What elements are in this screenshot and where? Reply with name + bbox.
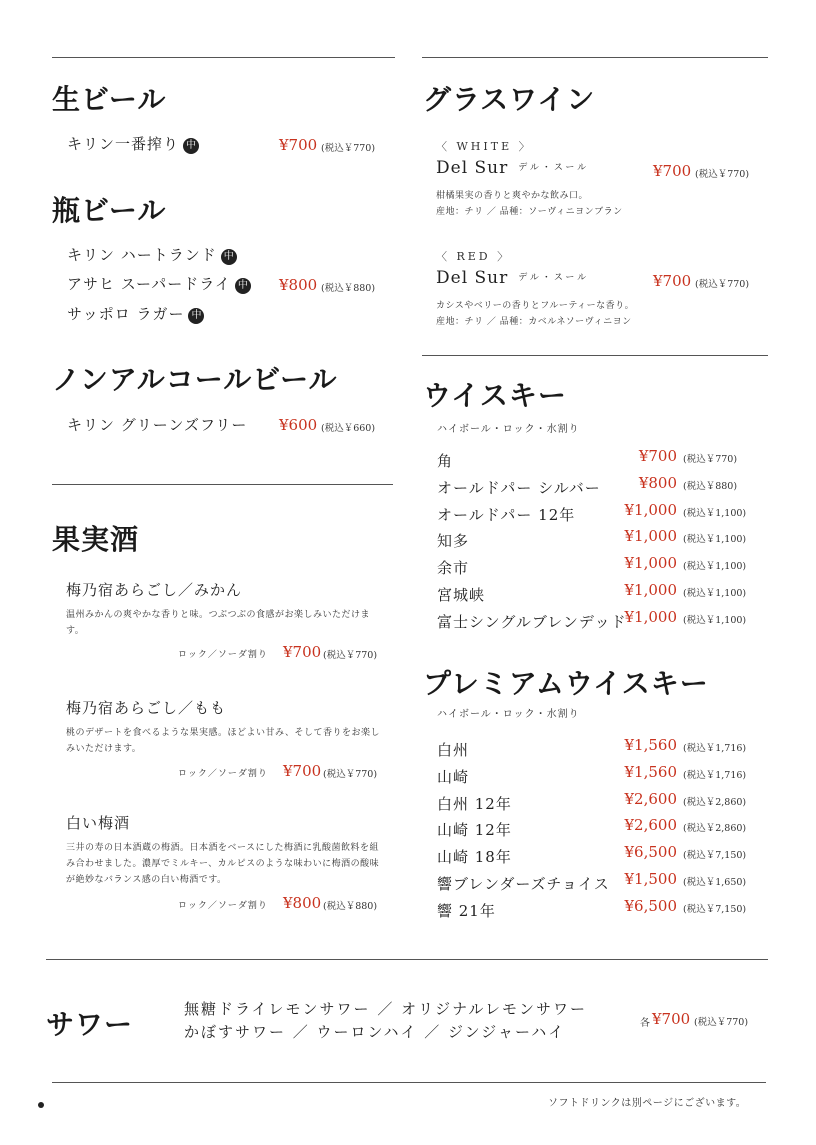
whisky-item-tax: (税込￥770) xyxy=(683,454,738,465)
white-wine-price: ¥700 xyxy=(653,162,692,180)
white-wine-origin: 産地：チリ ／ 品種：ソーヴィニヨンブラン xyxy=(436,207,623,217)
whisky-item-name: 角 xyxy=(437,452,454,470)
draft-beer-item: キリン一番搾り 中 xyxy=(67,133,199,154)
whisky-item-tax: (税込￥1,100) xyxy=(683,507,747,519)
red-wine-description: カシスやベリーの香りとフルーティーな香り。 xyxy=(436,301,635,311)
whisky-item-price: ¥1,560 xyxy=(624,762,677,781)
fruit-liquor-tax: (税込￥770) xyxy=(323,769,378,780)
fruit-liquor-name: 白い梅酒 xyxy=(66,814,131,832)
draft-beer-tax: (税込￥770) xyxy=(321,143,376,154)
divider xyxy=(52,484,393,485)
section-title-nonalcohol-beer: ノンアルコールビール xyxy=(52,363,338,396)
fruit-liquor-style: ロック／ソーダ割り xyxy=(178,901,268,911)
medium-badge: 中 xyxy=(235,278,251,294)
whisky-item-tax: (税込￥7,150) xyxy=(683,850,747,862)
white-wine-label: 〈 WHITE 〉 xyxy=(436,140,533,153)
whisky-item-name: オールドパー シルバー xyxy=(437,478,601,497)
bottle-beer-tax: (税込￥880) xyxy=(321,283,376,294)
whisky-item-price: ¥700 xyxy=(638,447,677,465)
red-wine-kana: デル・スール xyxy=(518,273,590,283)
white-wine-kana: デル・スール xyxy=(518,163,590,173)
fruit-liquor-tax: (税込￥880) xyxy=(323,901,378,912)
divider xyxy=(52,1082,766,1083)
fruit-liquor-description: 温州みかんの爽やかな香りと味。つぶつぶの食感がお楽しみいただけます。 xyxy=(66,610,371,636)
section-title-bottle-beer: 瓶ビール xyxy=(52,194,167,227)
section-title-premium-whisky: プレミアムウイスキー xyxy=(423,667,709,700)
bullet-dot-icon xyxy=(38,1102,44,1108)
nonalcohol-beer-price: ¥600 xyxy=(279,416,318,434)
whisky-item-tax: (税込￥1,716) xyxy=(683,743,747,754)
whisky-item-tax: (税込￥1,716) xyxy=(683,769,747,781)
whisky-item-tax: (税込￥1,650) xyxy=(683,877,747,888)
divider xyxy=(52,57,395,58)
footer-note: ソフトドリンクは別ページにございます。 xyxy=(548,1098,747,1109)
sour-each-label: 各 xyxy=(640,1018,651,1029)
whisky-item-price: ¥1,000 xyxy=(624,500,677,519)
section-title-sour: サワー xyxy=(46,1008,134,1041)
fruit-liquor-name: 梅乃宿あらごし／もも xyxy=(66,699,227,717)
whisky-item-price: ¥6,500 xyxy=(624,896,677,915)
whisky-item-name: 知多 xyxy=(437,532,470,551)
nonalcohol-beer-tax: (税込￥660) xyxy=(321,423,376,434)
white-wine-name: Del Sur デル・スール xyxy=(436,158,590,178)
bottle-beer-item: アサヒ スーパードライ 中 xyxy=(67,273,251,294)
whisky-item-name: オールドパー 12年 xyxy=(437,505,576,524)
white-wine-description: 柑橘果実の香りと爽やかな飲み口。 xyxy=(436,191,589,201)
whisky-item-tax: (税込￥880) xyxy=(683,480,738,492)
divider xyxy=(46,959,768,960)
whisky-item-name: 白州 xyxy=(437,741,470,759)
sour-tax: (税込￥770) xyxy=(694,1017,749,1028)
fruit-liquor-tax: (税込￥770) xyxy=(323,650,378,661)
whisky-item-name: 響ブレンダーズチョイス xyxy=(437,875,610,893)
fruit-liquor-description: 桃のデザートを食べるような果実感。ほどよい甘み、そして香りをお楽しみいただけます。 xyxy=(66,728,381,754)
medium-badge: 中 xyxy=(188,308,204,324)
bottle-beer-item: サッポロ ラガー 中 xyxy=(67,303,204,324)
fruit-liquor-description: 三井の寿の日本酒蔵の梅酒。日本酒をベースにした梅酒に乳酸菌飲料を組み合わせました。濃厚でミルキー、カルピスのような味わいに梅酒の酸味が絶妙なバランス感の白い梅酒です。 xyxy=(66,843,380,885)
medium-badge: 中 xyxy=(221,249,237,265)
section-title-draft-beer: 生ビール xyxy=(52,83,167,116)
whisky-item-tax: (税込￥2,860) xyxy=(683,796,747,808)
sour-price: ¥700 xyxy=(652,1010,691,1028)
whisky-item-name: 山崎 xyxy=(437,767,470,786)
white-wine-tax: (税込￥770) xyxy=(695,169,750,180)
red-wine-tax: (税込￥770) xyxy=(695,279,750,290)
medium-badge: 中 xyxy=(183,138,199,154)
fruit-liquor-style: ロック／ソーダ割り xyxy=(178,769,268,779)
section-title-whisky: ウイスキー xyxy=(423,379,567,412)
fruit-liquor-price: ¥700 xyxy=(283,643,322,661)
fruit-liquor-name: 梅乃宿あらごし／みかん xyxy=(66,581,243,599)
whisky-item-tax: (税込￥1,100) xyxy=(683,588,747,599)
whisky-item-tax: (税込￥7,150) xyxy=(683,903,747,915)
bottle-beer-item: キリン ハートランド 中 xyxy=(67,244,237,265)
whisky-item-price: ¥1,560 xyxy=(624,736,677,754)
section-title-fruit-liquor: 果実酒 xyxy=(52,523,140,556)
nonalcohol-beer-item: キリン グリーンズフリー xyxy=(67,416,248,434)
whisky-item-tax: (税込￥1,100) xyxy=(683,561,747,573)
fruit-liquor-style: ロック／ソーダ割り xyxy=(178,650,268,660)
sour-menu-line: 無糖ドライレモンサワー ／ オリジナルレモンサワー xyxy=(184,1000,587,1018)
red-wine-origin: 産地：チリ ／ 品種：カベルネソーヴィニヨン xyxy=(436,317,632,327)
whisky-item-name: 白州 12年 xyxy=(437,794,512,813)
whisky-item-price: ¥1,500 xyxy=(624,870,677,888)
fruit-liquor-price: ¥700 xyxy=(283,762,322,780)
sour-menu-line: かぼすサワー ／ ウーロンハイ ／ ジンジャーハイ xyxy=(184,1023,566,1041)
section-title-glass-wine: グラスワイン xyxy=(423,83,596,116)
whisky-item-name: 山崎 18年 xyxy=(437,848,512,867)
draft-beer-price: ¥700 xyxy=(279,136,318,154)
red-wine-price: ¥700 xyxy=(653,272,692,290)
whisky-item-price: ¥800 xyxy=(638,473,677,492)
divider xyxy=(422,57,768,58)
whisky-item-name: 余市 xyxy=(437,559,470,578)
whisky-item-tax: (税込￥2,860) xyxy=(683,823,747,835)
whisky-item-price: ¥2,600 xyxy=(624,789,677,808)
whisky-item-price: ¥1,000 xyxy=(624,554,677,573)
whisky-item-name: 響 21年 xyxy=(437,901,496,920)
red-wine-name: Del Sur デル・スール xyxy=(436,268,590,288)
whisky-item-tax: (税込￥1,100) xyxy=(683,614,747,626)
divider xyxy=(422,355,768,356)
whisky-item-name: 宮城峡 xyxy=(437,586,486,604)
whisky-item-price: ¥1,000 xyxy=(624,581,677,599)
premium-whisky-serving-note: ハイボール・ロック・水割り xyxy=(437,709,580,720)
whisky-item-price: ¥1,000 xyxy=(624,607,677,626)
whisky-item-price: ¥2,600 xyxy=(624,816,677,835)
bottle-beer-price: ¥800 xyxy=(279,276,318,294)
whisky-item-price: ¥6,500 xyxy=(624,843,677,862)
whisky-item-price: ¥1,000 xyxy=(624,527,677,546)
fruit-liquor-price: ¥800 xyxy=(283,894,322,912)
whisky-item-name: 山崎 12年 xyxy=(437,821,512,840)
whisky-serving-note: ハイボール・ロック・水割り xyxy=(437,424,580,435)
red-wine-label: 〈 RED 〉 xyxy=(436,250,512,263)
whisky-item-name: 富士シングルブレンデッド xyxy=(437,612,627,631)
whisky-item-tax: (税込￥1,100) xyxy=(683,534,747,546)
